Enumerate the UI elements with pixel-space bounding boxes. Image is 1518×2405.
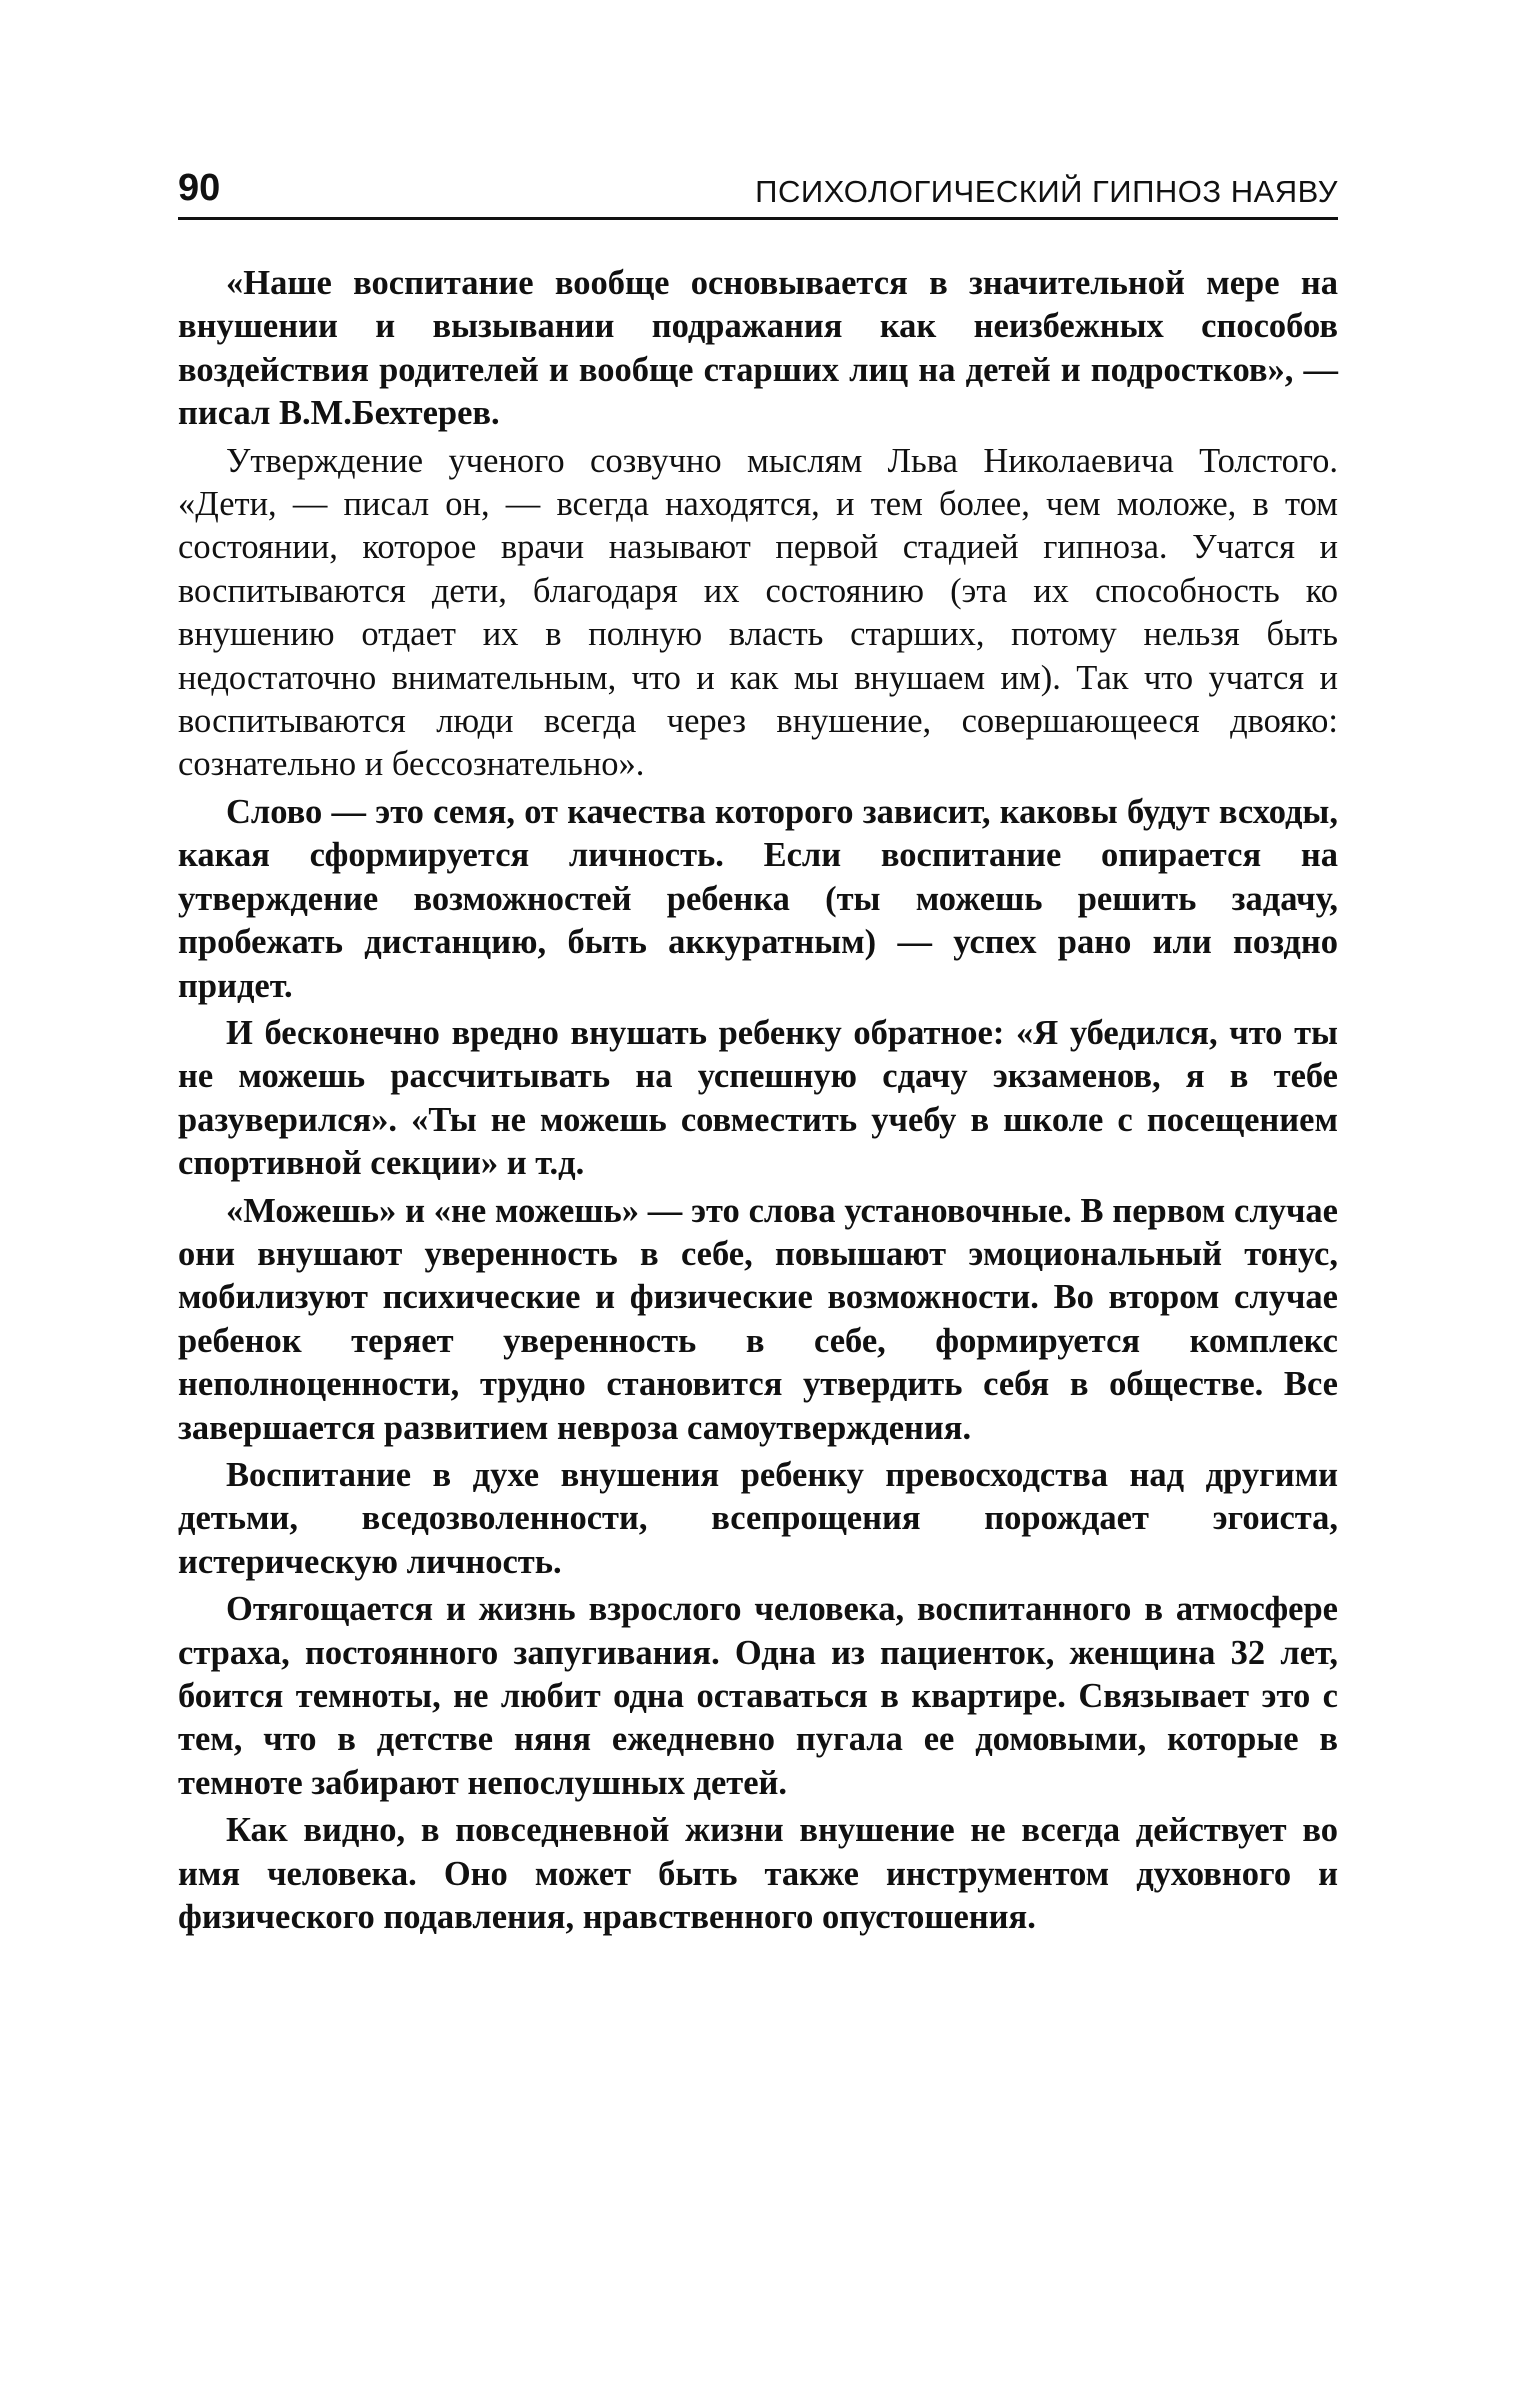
paragraph-adult-fear: Отягощается и жизнь взрослого человека, воспитанного в атмосфере страха, постоянного запугивания. Одна из пациенток, женщина 32 лет, боится темноты, не любит одна оставаться в квартире. Связывает это с тем, что в детстве няня ежедневно пугала ее домовыми, которые в темноте забирают непослушных детей.: [178, 1590, 1338, 1802]
running-head: [178, 158, 1338, 220]
paragraph-word-seed: Слово — это семя, от качества которого зависит, каковы будут всходы, какая сформируется личность. Если воспитание опирается на утверждение возможностей ребенка (ты можешь решить задачу, пробежать дистанцию, быть аккуратным) — успех рано или поздно придет.: [178, 792, 1338, 1005]
paragraph-conclusion: Как видно, в повседневной жизни внушение не всегда действует во имя человека. Оно может быть также инструментом духовного и физического подавления, нравственного опустошения.: [178, 1811, 1338, 1937]
paragraph-bekhterev-quote: «Наше воспитание вообще основывается в значительной мере на внушении и вызывании подражания как неизбежных способов воздействия родителей и вообще старших лиц на детей и подростков», — писал В.М.Бехтерев.: [178, 264, 1338, 433]
paragraph-tolstoy-quote: Утверждение ученого созвучно мыслям Льва Николаевича Толстого. «Дети, — писал он, — всегда находятся, и тем более, чем моложе, в том состоянии, которое врачи называют первой стадией гипноза. Учатся и воспитываются дети, благодаря их состоянию (эта их способность ко внушению отдает их в полную власть старших, потому нельзя быть недостаточно внимательным, что и как мы внушаем им). Так что учатся и воспитываются люди всегда через внушение, совершающееся двояко: сознательно и бессознательно».: [178, 441, 1338, 784]
body-text: [178, 262, 1338, 1943]
running-title: ПСИХОЛОГИЧЕСКИЙ ГИПНОЗ НАЯВУ: [755, 174, 1338, 209]
page-number: 90: [178, 167, 221, 209]
paragraph-superiority: Воспитание в духе внушения ребенку превосходства над другими детьми, вседозволенности, всепрощения порождает эгоиста, истерическую личность.: [178, 1455, 1338, 1581]
paragraph-harmful-suggestion: И бесконечно вредно внушать ребенку обратное: «Я убедился, что ты не можешь рассчитывать на успешную сдачу экзаменов, я в тебе разуверился». «Ты не можешь совместить учебу в школе с посещением спортивной секции» и т.д.: [178, 1013, 1338, 1183]
paragraph-can-cannot: «Можешь» и «не можешь» — это слова установочные. В первом случае они внушают уверенность в себе, повышают эмоциональный тонус, мобилизуют психические и физические возможности. Во втором случае ребенок теряет уверенность в себе, формируется комплекс неполноценности, трудно становится утвердить себя в обществе. Все завершается развитием невроза самоутверждения.: [178, 1191, 1338, 1447]
